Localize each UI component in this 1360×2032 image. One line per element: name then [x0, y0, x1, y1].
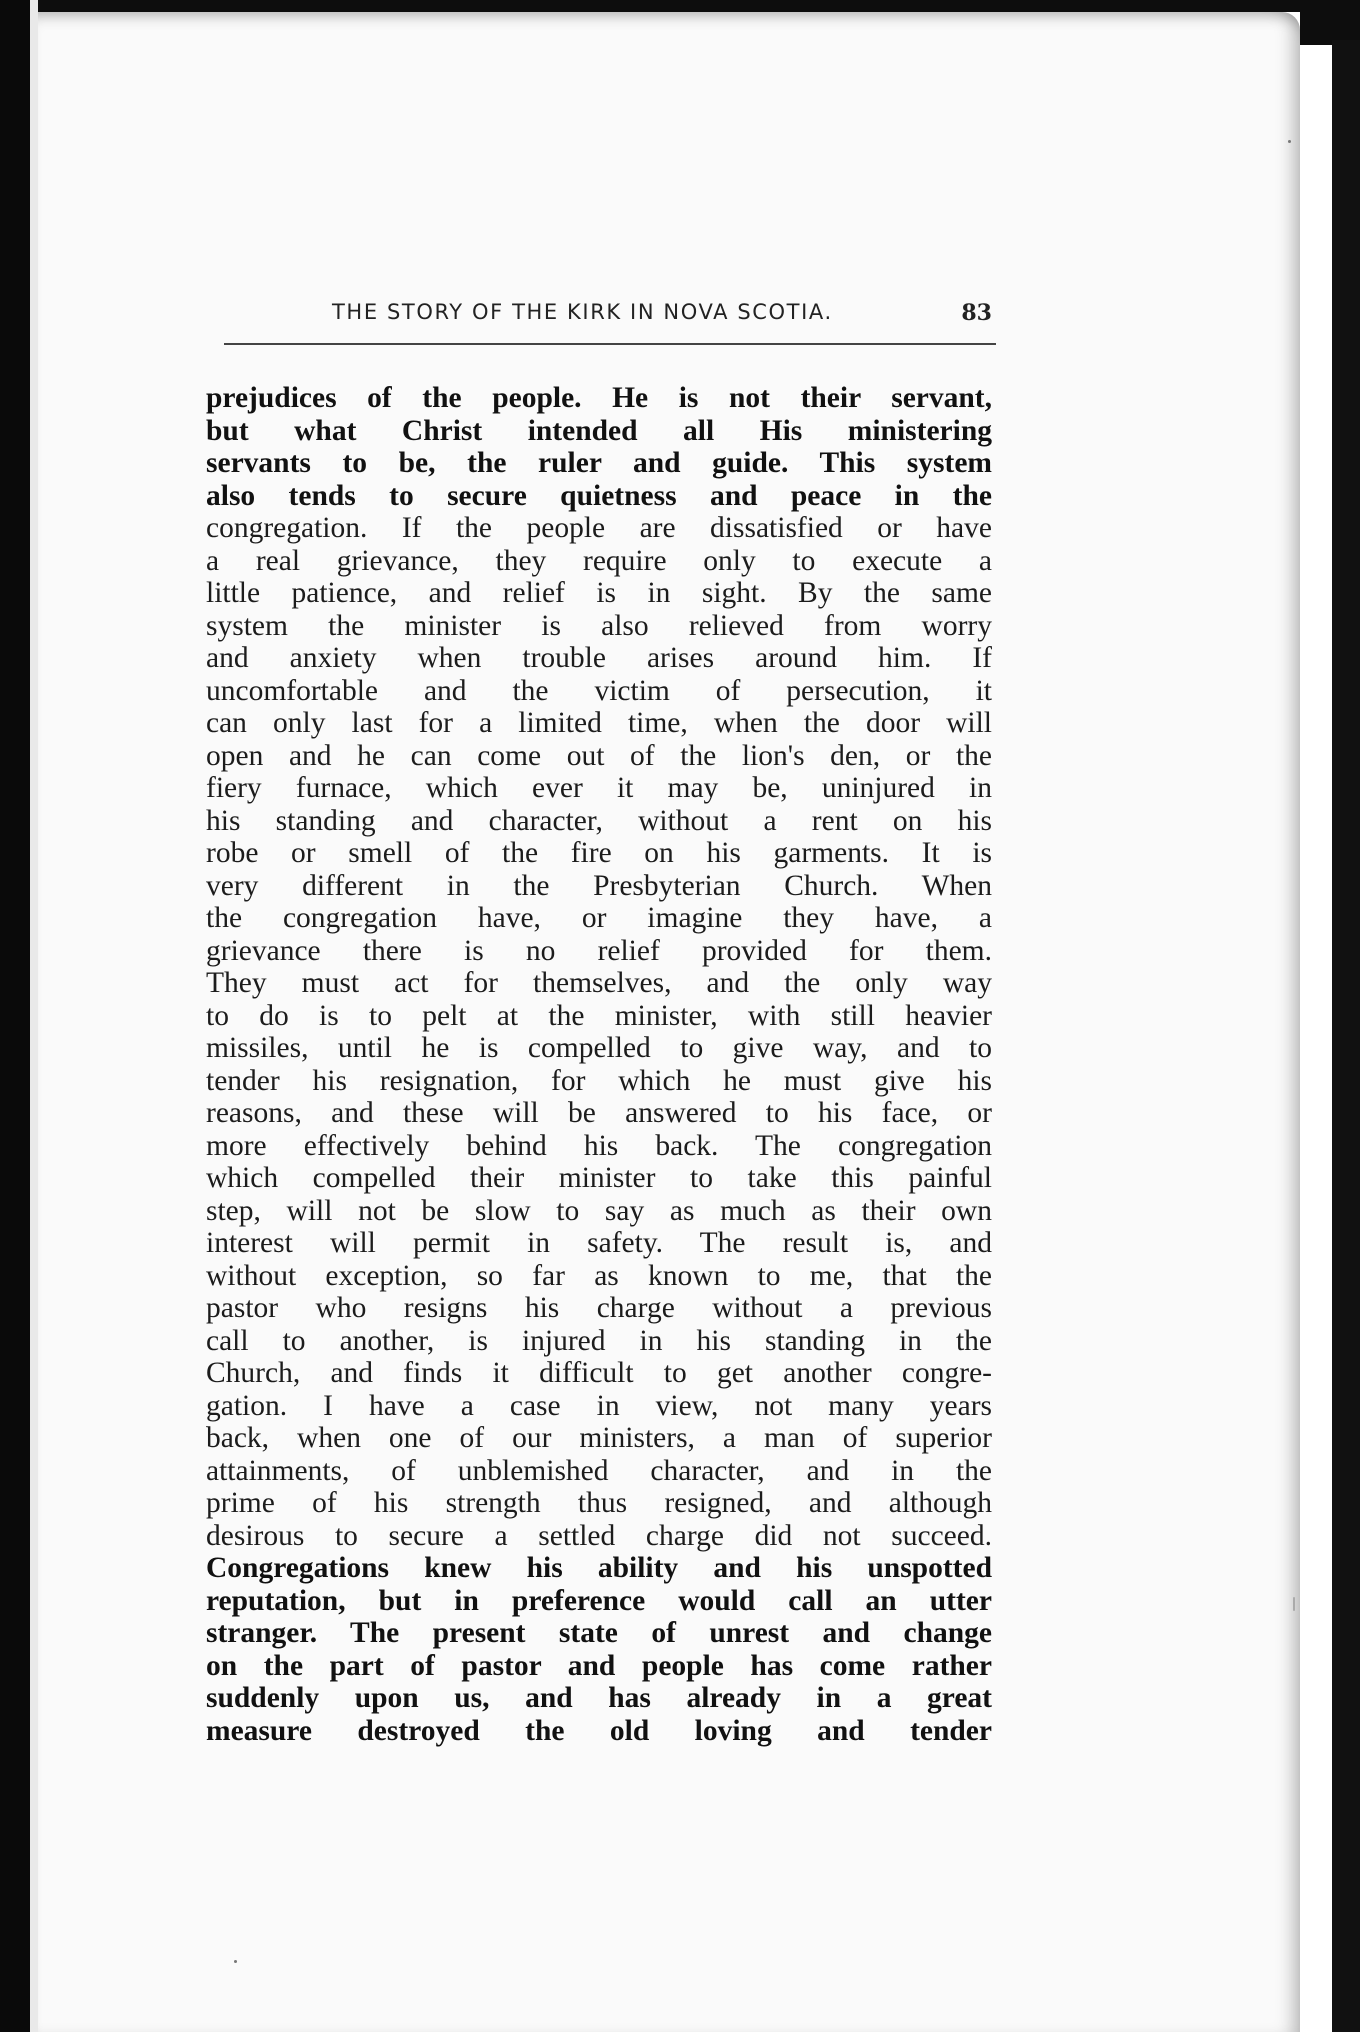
- text-line: prejudices of the people. He is not their servant,: [206, 382, 992, 414]
- text-line: reputation, but in preference would call an utter: [206, 1584, 992, 1617]
- text-line: robe or smell of the fire on his garments. It is: [206, 837, 992, 869]
- text-line: a real grievance, they require only to execute a: [206, 544, 992, 577]
- text-line: to do is to pelt at the minister, with still heavier: [206, 999, 992, 1032]
- text-line: and anxiety when trouble arises around him. If: [206, 642, 992, 674]
- scan-corner-shadow: [1300, 0, 1360, 45]
- text-line: also tends to secure quietness and peace in the: [206, 479, 992, 512]
- text-line: servants to be, the ruler and guide. This system: [206, 447, 992, 479]
- text-line: open and he can come out of the lion's den, or the: [206, 739, 992, 772]
- scan-left-border: [0, 0, 30, 2032]
- text-line: but what Christ intended all His ministering: [206, 414, 992, 447]
- text-line: congregation. If the people are dissatisfied or have: [206, 512, 992, 544]
- text-line: measure destroyed the old loving and tender: [206, 1714, 992, 1747]
- text-line: his standing and character, without a rent on his: [206, 804, 992, 837]
- header-rule: [224, 343, 996, 345]
- text-line: tender his resignation, for which he must give his: [206, 1064, 992, 1097]
- scan-right-border: [1332, 40, 1360, 2032]
- text-line: more effectively behind his back. The congregation: [206, 1129, 992, 1162]
- paper-speck: [234, 1960, 237, 1963]
- text-line: on the part of pastor and people has come rather: [206, 1649, 992, 1682]
- paper-mark: [1293, 1597, 1295, 1611]
- text-line: missiles, until he is compelled to give way, and to: [206, 1032, 992, 1064]
- text-line: step, will not be slow to say as much as their own: [206, 1194, 992, 1227]
- text-line: They must act for themselves, and the only way: [206, 967, 992, 999]
- running-title: THE STORY OF THE KIRK IN NOVA SCOTIA.: [332, 300, 833, 324]
- text-line: can only last for a limited time, when the door will: [206, 707, 992, 739]
- text-line: Church, and finds it difficult to get another congre-: [206, 1357, 992, 1389]
- text-line: reasons, and these will be answered to his face, or: [206, 1097, 992, 1129]
- text-line: prime of his strength thus resigned, and although: [206, 1487, 992, 1519]
- body-text: [206, 382, 992, 1747]
- text-line: gation. I have a case in view, not many years: [206, 1389, 992, 1422]
- text-line: desirous to secure a settled charge did not succeed.: [206, 1519, 992, 1552]
- text-line: fiery furnace, which ever it may be, uninjured in: [206, 772, 992, 804]
- scan-top-border: [0, 0, 1360, 12]
- text-line: back, when one of our ministers, a man of superior: [206, 1422, 992, 1454]
- text-line: call to another, is injured in his standing in the: [206, 1324, 992, 1357]
- text-line: uncomfortable and the victim of persecution, it: [206, 674, 992, 707]
- page-gutter: [30, 0, 38, 2032]
- text-line: which compelled their minister to take this painful: [206, 1162, 992, 1194]
- text-line: system the minister is also relieved from worry: [206, 609, 992, 642]
- text-line: stranger. The present state of unrest and change: [206, 1617, 992, 1649]
- text-line: the congregation have, or imagine they have, a: [206, 902, 992, 934]
- text-line: attainments, of unblemished character, and in the: [206, 1454, 992, 1487]
- text-line: little patience, and relief is in sight. By the same: [206, 577, 992, 609]
- paper-speck: [1288, 140, 1291, 143]
- text-line: grievance there is no relief provided for them.: [206, 934, 992, 967]
- text-line: very different in the Presbyterian Church. When: [206, 869, 992, 902]
- text-line: without exception, so far as known to me, that the: [206, 1259, 992, 1292]
- text-line: interest will permit in safety. The result is, and: [206, 1227, 992, 1259]
- page-number: 83: [961, 300, 992, 326]
- text-line: pastor who resigns his charge without a previous: [206, 1292, 992, 1324]
- text-line: Congregations knew his ability and his unspotted: [206, 1552, 992, 1584]
- text-line: suddenly upon us, and has already in a great: [206, 1682, 992, 1714]
- running-head: [222, 296, 996, 336]
